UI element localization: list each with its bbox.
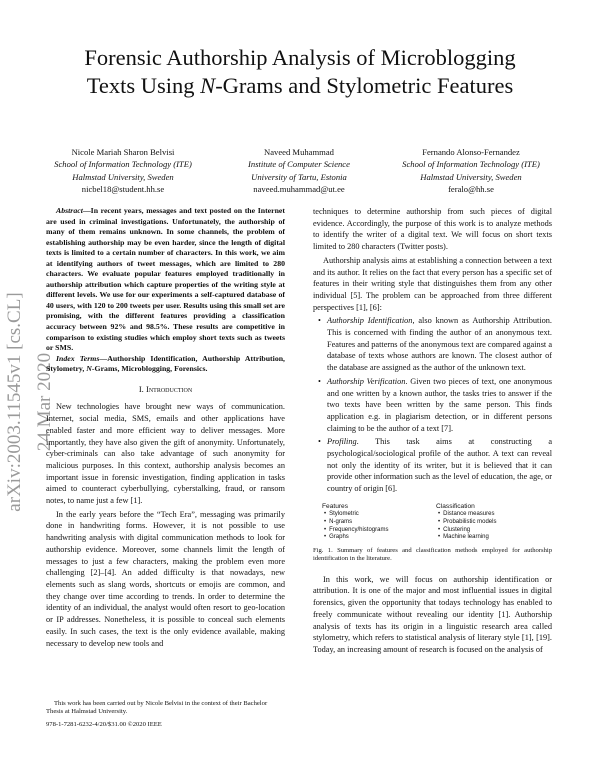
footnote <box>46 700 285 729</box>
author-email: nicbel18@student.hh.se <box>81 184 165 195</box>
perspectives-list <box>313 315 552 495</box>
author-institution: Institute of Computer Science <box>248 159 350 170</box>
index-terms-italic: N <box>86 364 92 374</box>
figure-feature-item: • N-grams <box>322 519 427 527</box>
figure-features-heading: Features <box>322 502 349 510</box>
figure-features-column <box>322 503 427 542</box>
arxiv-stamp: arXiv:2003.11545v1 [cs.CL] 24 Mar 2020 <box>4 292 55 512</box>
figure-classification-heading: Classification <box>436 502 475 510</box>
index-terms-label: Index Terms <box>56 353 100 363</box>
intro-paragraph-2: In the early years before the “Tech Era”, messaging was primarily done in handwriting forms. However, it is not possible to use handwriting analysis with digital communication methods to look for authorship evidence. Moreover, some channels limit the length of messages to just a few characters, making the problem even more challenging [2]–[4]. An added difficulty is that nowadays, new elements such as slang words, shortcuts or emojis are common, and they change over time according to trends. In order to determine the identity of an individual, the analyst would often resort to geo-location or IP addresses. Nonetheless, it is possible to conceal such elements easily. In such cases, the text is the only evidence available, making necessary to develop new tools and <box>46 509 285 648</box>
list-item-title: Profiling <box>327 437 357 447</box>
index-terms-post: -Grams, Microblogging, Forensics. <box>91 364 208 374</box>
figure-classification-item: • Machine learning <box>436 534 546 542</box>
author-2 <box>214 146 384 196</box>
bullet-icon: • <box>318 316 321 326</box>
list-item <box>318 436 552 495</box>
right-column <box>313 206 552 658</box>
intro-paragraph-1: New technologies have brought new ways of communication. Internet, social media, SMS, emails and other applications have enabled faster and more efficient way to deliver messages. More importantly, they have also given the gift of anonymity. Unfortunately, cyber-criminals can also take advantage of such anonymity for malicious purposes. In this context, authorship analysis becomes an important issue in forensic investigation, finding application in tasks aimed to counteract cyberbullying, cyberstalking, fraud, or ransom notes, to name just a few [1]. <box>46 402 285 506</box>
figure-caption: Fig. 1. Summary of features and classification methods employed for authorship identification in the literature. <box>313 546 552 563</box>
author-institution: School of Information Technology (ITE) <box>54 159 192 170</box>
list-item <box>318 376 552 435</box>
footnote-note: This work has been carried out by Nicole Belvisi in the context of their Bachelor Thesis at Halmstad University. <box>46 700 268 716</box>
bullet-icon: • <box>318 437 321 447</box>
figure-classification-item: • Distance measures <box>436 511 546 519</box>
list-item-text: , also known as Authorship Attribution. This is concerned with finding the author of an anonymous text. Features and patterns of the anonymous text are compared against a database of texts whose authors are known. The closest author of the database are assigned as the author of the unknown text. <box>327 316 552 373</box>
list-item <box>318 315 552 374</box>
figure-classification-item: • Clustering <box>436 527 546 535</box>
footnote-isbn: 978-1-7281-6232-4/20/$31.00 ©2020 IEEE <box>46 720 162 728</box>
title-line-2 <box>40 72 560 100</box>
title-line-2-pre: Texts Using <box>86 73 201 98</box>
section-heading-introduction: I. Introduction <box>138 383 193 394</box>
author-location: University of Tartu, Estonia <box>251 171 347 182</box>
right-paragraph-3: In this work, we will focus on authorship identification or attribution. It is one of the major and most influential issues in digital forensics, given the opportunity that todays technology has enabled to freely communicate without revealing our identity [1]. Authorship analysis of texts has its origin in a linguistic research area called stylometry, which refers to statistical analysis of literary style [1], [19]. Today, an increasing amount of research is focused on the analysis of <box>313 574 552 654</box>
figure-feature-item: • Graphs <box>322 534 427 542</box>
list-item-title: Authorship Verification <box>327 376 406 386</box>
figure-1 <box>319 503 547 543</box>
abstract-text: —In recent years, messages and text posted on the Internet are used in criminal investigations. Unfortunately, the authorship of many of them remains unknown. In some channels, the problem of establishing authorship may be even harder, since the length of digital texts is limited to a certain number of characters. In this work, we aim at identifying authors of tweet messages, which are limited to 280 characters. We evaluate popular features employed traditionally in authorship attribution which capture properties of the writing style at different levels. We use for our experiments a self-captured database of 40 users, with 120 to 200 tweets per user. Results using this small set are promising, with the different features providing a classification accuracy between 92% and 98.5%. These results are competitive in comparison to existing studies which employ short texts such as tweets or SMS. <box>46 206 285 353</box>
figure-classification-item: • Probabilistic models <box>436 519 546 527</box>
figure-feature-item: • Frequency/histograms <box>322 527 427 535</box>
author-name: Fernando Alonso-Fernandez <box>422 147 520 157</box>
bullet-icon: • <box>318 376 321 386</box>
right-paragraph-2: Authorship analysis aims at establishing a connection between a text and its author. It relies on the fact that every person has a specific set of features in their writing style that distinguishes them from any other individual [5]. The problem can be approached from three different perspectives [1], [6]: <box>313 255 552 312</box>
author-institution: School of Information Technology (ITE) <box>402 159 540 170</box>
title-line-1: Forensic Authorship Analysis of Microblogging <box>84 45 516 70</box>
paper-title <box>40 44 560 100</box>
list-item-title: Authorship Identification <box>327 316 413 326</box>
title-line-2-italic: N <box>200 73 216 98</box>
figure-feature-item: • Stylometric <box>322 511 427 519</box>
title-line-2-post: -Grams and Stylometric Features <box>215 73 514 98</box>
author-location: Halmstad University, Sweden <box>72 171 174 182</box>
author-email: feralo@hh.se <box>448 184 494 195</box>
abstract <box>46 206 285 375</box>
index-terms-pre: —Authorship Identification, Authorship Attribution, Stylometry, <box>46 353 285 374</box>
author-location: Halmstad University, Sweden <box>420 171 522 182</box>
right-paragraph-1: techniques to determine authorship from such pieces of digital evidence. Accordingly, the purpose of this work is to analyze methods to identify the writer of a digital text. We will focus on short texts limited to 280 characters (Twitter posts). <box>313 207 552 252</box>
list-item-text: . This task aims at constructing a psychological/sociological profile of the author. A text can reveal not only the identity of its writer, but it is believed that it can provide other information such as the level of education, the age, or country of origin [6]. <box>327 437 552 494</box>
author-3 <box>386 146 556 196</box>
author-name: Naveed Muhammad <box>264 147 334 157</box>
abstract-label: Abstract <box>56 206 83 215</box>
list-item-text: . Given two pieces of text, one anonymous and one written by a known author, the tasks tries to answer if the two texts have been written by the same person. This finds application e.g. in plagiarism detection, or in different persons claiming to be the author of a text [7]. <box>327 376 552 433</box>
author-name: Nicole Mariah Sharon Belvisi <box>71 147 175 157</box>
left-column <box>46 206 285 651</box>
author-1 <box>38 146 208 196</box>
author-email: naveed.muhammad@ut.ee <box>253 184 345 195</box>
figure-classification-column <box>436 503 546 542</box>
